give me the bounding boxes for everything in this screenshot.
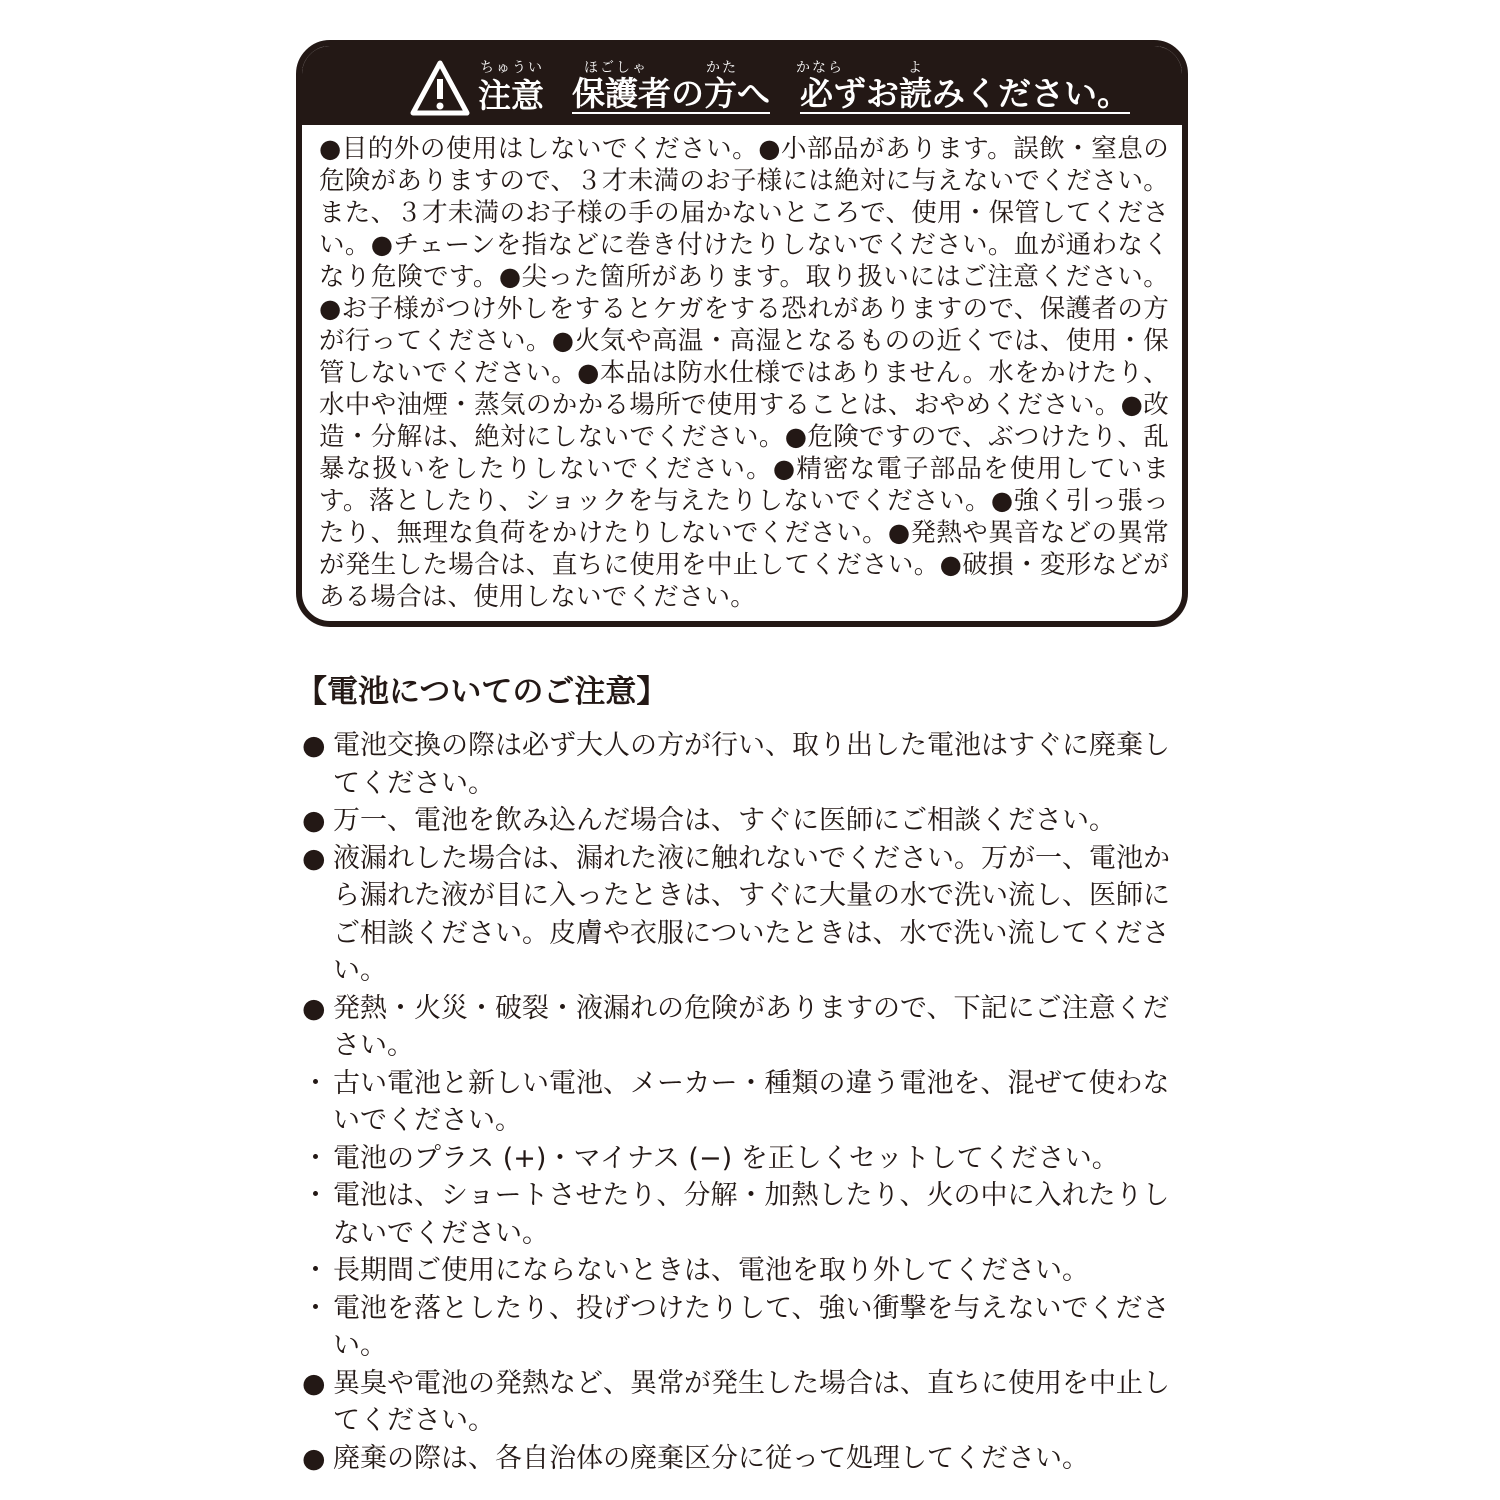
bullet-mark: ● xyxy=(302,1442,326,1474)
bullet-mark: ・ xyxy=(302,1255,329,1286)
list-item xyxy=(302,1290,1182,1365)
read-heading: 必ずお読みください。 xyxy=(800,74,1130,113)
warning-triangle-icon xyxy=(410,59,470,117)
ruby-kanara: かなら xyxy=(796,60,844,76)
list-item xyxy=(302,1140,1182,1178)
list-item xyxy=(302,1065,1182,1140)
list-item-text: 古い電池と新しい電池、メーカー・種類の違う電池を、混ぜて使わないでください。 xyxy=(333,1067,1170,1136)
ruby-kata: かた xyxy=(706,60,738,76)
caution-header xyxy=(302,46,1182,125)
bullet-mark: ● xyxy=(302,805,326,836)
ruby-yo: よ xyxy=(908,60,924,76)
list-item xyxy=(302,802,1182,840)
list-item-text: 異臭や電池の発熱など、異常が発生した場合は、直ちに使用を中止してください。 xyxy=(333,1367,1170,1436)
list-item-text: 電池のプラス (+)・マイナス (−) を正しくセットしてください。 xyxy=(333,1142,1119,1174)
bullet-mark: ● xyxy=(302,992,326,1024)
bullet-mark: ・ xyxy=(302,1142,329,1174)
list-item-text: 廃棄の際は、各自治体の廃棄区分に従って処理してください。 xyxy=(333,1442,1089,1474)
bullet-mark: ● xyxy=(302,1367,326,1399)
bullet-mark: ● xyxy=(302,730,326,761)
bullet-mark: ・ xyxy=(302,1180,329,1211)
list-item-text: 液漏れした場合は、漏れた液に触れないでください。万が一、電池から漏れた液が目に入ったときは、すぐに大量の水で洗い流し、医師にご相談ください。皮膚や衣服についたときは、水で洗い流してください。 xyxy=(333,842,1170,986)
battery-caution-list xyxy=(302,727,1182,1477)
list-item-text: 長期間ご使用にならないときは、電池を取り外してください。 xyxy=(333,1255,1089,1286)
caution-body-text: ●目的外の使用はしないでください。●小部品があります。誤飲・窒息の危険がありますので、３才未満のお子様には絶対に与えないでください。また、３才未満のお子様の手の届かないところで、使用・保管してください。●チェーンを指などに巻き付けたりしないでください。血が通わなくなり危険です。●尖った箇所があります。取り扱いにはご注意ください。●お子様がつけ外しをするとケガをする恐れがありますので、保護者の方が行ってください。●火気や高温・高湿となるものの近くでは、使用・保管しないでください。●本品は防水仕様ではありません。水をかけたり、水中や油煙・蒸気のかかる場所で使用することは、おやめください。●改造・分解は、絶対にしないでください。●危険ですので、ぶつけたり、乱暴な扱いをしたりしないでください。●精密な電子部品を使用しています。落としたり、ショックを与えたりしないでください。●強く引っ張ったり、無理な負荷をかけたりしないでください。●発熱や異音などの異常が発生した場合は、直ちに使用を中止してください。●破損・変形などがある場合は、使用しないでください。 xyxy=(319,134,1169,612)
bullet-mark: ・ xyxy=(302,1292,329,1324)
list-item xyxy=(302,1252,1182,1290)
list-item-text: 電池を落としたり、投げつけたりして、強い衝撃を与えないでください。 xyxy=(333,1292,1170,1361)
list-item xyxy=(302,727,1182,802)
caution-title: 注意 xyxy=(478,76,544,115)
ruby-chuui: ちゅうい xyxy=(480,60,544,76)
list-item xyxy=(302,840,1182,990)
list-item xyxy=(302,1440,1182,1478)
ruby-hogosha: ほごしゃ xyxy=(584,60,648,76)
battery-section-title: 【電池についてのご注意】 xyxy=(296,674,668,710)
list-item xyxy=(302,990,1182,1065)
list-item-text: 万一、電池を飲み込んだ場合は、すぐに医師にご相談ください。 xyxy=(333,805,1116,836)
list-item xyxy=(302,1365,1182,1440)
caution-box xyxy=(296,40,1188,627)
list-item-text: 発熱・火災・破裂・液漏れの危険がありますので、下記にご注意ください。 xyxy=(333,992,1170,1061)
list-item-text: 電池は、ショートさせたり、分解・加熱したり、火の中に入れたりしないでください。 xyxy=(333,1180,1170,1249)
list-item xyxy=(302,1177,1182,1252)
guardian-heading: 保護者の方へ xyxy=(572,74,770,113)
bullet-mark: ・ xyxy=(302,1067,329,1099)
bullet-mark: ● xyxy=(302,842,326,874)
list-item-text: 電池交換の際は必ず大人の方が行い、取り出した電池はすぐに廃棄してください。 xyxy=(333,730,1170,799)
